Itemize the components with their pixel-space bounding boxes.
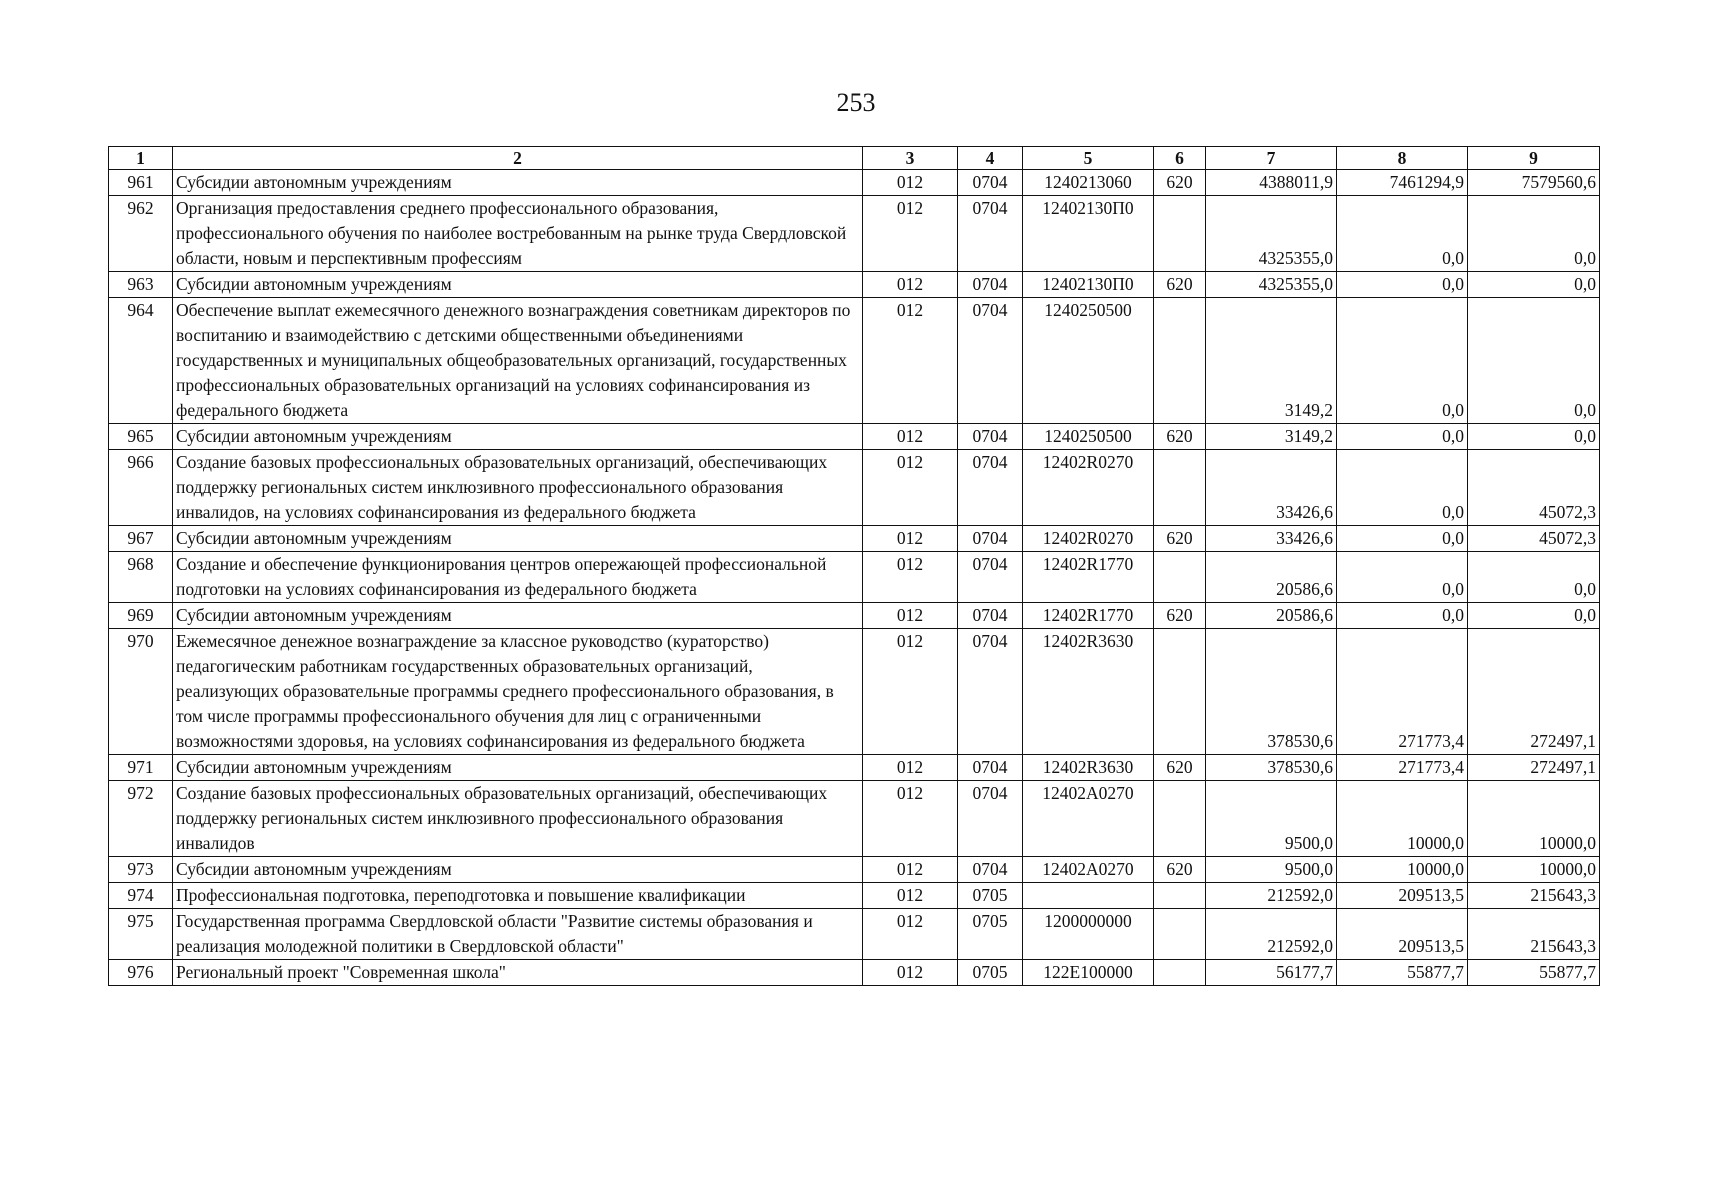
row-col-8: 7461294,9 <box>1337 170 1468 196</box>
row-col-7: 33426,6 <box>1206 450 1337 526</box>
row-col-6 <box>1154 781 1206 857</box>
row-col-4: 0705 <box>958 960 1023 986</box>
row-col-9: 0,0 <box>1468 603 1600 629</box>
row-col-6 <box>1154 196 1206 272</box>
row-col-9: 0,0 <box>1468 424 1600 450</box>
row-name: Государственная программа Свердловской области "Развитие системы образования и реализация молодежной политики в Свердловской области" <box>173 909 863 960</box>
row-col-3: 012 <box>863 170 958 196</box>
row-col-6 <box>1154 450 1206 526</box>
table-header <box>109 147 1600 170</box>
row-name: Профессиональная подготовка, переподготовка и повышение квалификации <box>173 883 863 909</box>
row-col-5: 1240250500 <box>1023 424 1154 450</box>
row-number: 972 <box>109 781 173 857</box>
row-col-7: 378530,6 <box>1206 629 1337 755</box>
table-row <box>109 424 1600 450</box>
row-number: 967 <box>109 526 173 552</box>
row-col-3: 012 <box>863 755 958 781</box>
header-col-6: 6 <box>1154 147 1206 170</box>
row-col-9: 215643,3 <box>1468 883 1600 909</box>
row-col-6: 620 <box>1154 272 1206 298</box>
row-col-9: 7579560,6 <box>1468 170 1600 196</box>
row-name: Ежемесячное денежное вознаграждение за классное руководство (кураторство) педагогическим работникам государственных образовательных организаций, реализующих образовательные программы среднего профессионального образования, в том числе программы профессионального обучения для лиц с ограниченными возможностями здоровья, на условиях софинансирования из федерального бюджета <box>173 629 863 755</box>
row-name: Создание и обеспечение функционирования центров опережающей профессиональной подготовки на условиях софинансирования из федерального бюджета <box>173 552 863 603</box>
row-name: Субсидии автономным учреждениям <box>173 424 863 450</box>
row-col-8: 271773,4 <box>1337 755 1468 781</box>
row-col-5: 12402R1770 <box>1023 603 1154 629</box>
row-col-5: 1240213060 <box>1023 170 1154 196</box>
header-col-1: 1 <box>109 147 173 170</box>
header-col-5: 5 <box>1023 147 1154 170</box>
row-col-9: 10000,0 <box>1468 781 1600 857</box>
row-col-5: 12402R1770 <box>1023 552 1154 603</box>
row-col-3: 012 <box>863 298 958 424</box>
row-col-9: 272497,1 <box>1468 629 1600 755</box>
row-col-8: 0,0 <box>1337 603 1468 629</box>
row-col-5: 122E100000 <box>1023 960 1154 986</box>
row-number: 964 <box>109 298 173 424</box>
row-col-9: 272497,1 <box>1468 755 1600 781</box>
row-col-8: 271773,4 <box>1337 629 1468 755</box>
row-col-7: 4388011,9 <box>1206 170 1337 196</box>
row-number: 969 <box>109 603 173 629</box>
row-col-4: 0704 <box>958 552 1023 603</box>
row-name: Субсидии автономным учреждениям <box>173 755 863 781</box>
row-name: Региональный проект "Современная школа" <box>173 960 863 986</box>
row-col-6: 620 <box>1154 424 1206 450</box>
header-col-3: 3 <box>863 147 958 170</box>
row-col-3: 012 <box>863 960 958 986</box>
table-row <box>109 781 1600 857</box>
row-col-4: 0704 <box>958 526 1023 552</box>
row-col-4: 0704 <box>958 424 1023 450</box>
row-col-5: 12402130П0 <box>1023 272 1154 298</box>
row-col-3: 012 <box>863 883 958 909</box>
row-col-5: 12402A0270 <box>1023 781 1154 857</box>
row-col-7: 3149,2 <box>1206 424 1337 450</box>
row-col-6 <box>1154 552 1206 603</box>
row-col-8: 0,0 <box>1337 424 1468 450</box>
row-col-7: 20586,6 <box>1206 552 1337 603</box>
row-col-4: 0705 <box>958 909 1023 960</box>
row-col-4: 0704 <box>958 196 1023 272</box>
row-col-7: 4325355,0 <box>1206 272 1337 298</box>
row-col-9: 10000,0 <box>1468 857 1600 883</box>
row-number: 965 <box>109 424 173 450</box>
row-col-4: 0704 <box>958 450 1023 526</box>
header-col-9: 9 <box>1468 147 1600 170</box>
table-row <box>109 857 1600 883</box>
row-col-7: 378530,6 <box>1206 755 1337 781</box>
row-col-6: 620 <box>1154 755 1206 781</box>
row-col-3: 012 <box>863 526 958 552</box>
row-col-6 <box>1154 298 1206 424</box>
row-col-3: 012 <box>863 629 958 755</box>
row-col-6: 620 <box>1154 526 1206 552</box>
row-col-8: 10000,0 <box>1337 781 1468 857</box>
row-name: Субсидии автономным учреждениям <box>173 170 863 196</box>
budget-table <box>108 146 1600 986</box>
row-col-5: 12402R3630 <box>1023 755 1154 781</box>
row-col-7: 3149,2 <box>1206 298 1337 424</box>
row-col-6 <box>1154 629 1206 755</box>
table-row <box>109 450 1600 526</box>
row-col-6: 620 <box>1154 857 1206 883</box>
row-col-8: 0,0 <box>1337 272 1468 298</box>
row-col-8: 10000,0 <box>1337 857 1468 883</box>
row-col-4: 0705 <box>958 883 1023 909</box>
row-col-5: 12402R0270 <box>1023 450 1154 526</box>
row-col-8: 209513,5 <box>1337 883 1468 909</box>
row-name: Обеспечение выплат ежемесячного денежного вознаграждения советникам директоров по воспитанию и взаимодействию с детскими общественными объединениями государственных и муниципальных общеобразовательных организаций, государственных профессиональных образовательных организаций на условиях софинансирования из федерального бюджета <box>173 298 863 424</box>
row-name: Субсидии автономным учреждениям <box>173 857 863 883</box>
row-col-9: 0,0 <box>1468 298 1600 424</box>
row-col-3: 012 <box>863 196 958 272</box>
table-row <box>109 960 1600 986</box>
row-col-3: 012 <box>863 552 958 603</box>
row-col-6 <box>1154 960 1206 986</box>
row-col-9: 215643,3 <box>1468 909 1600 960</box>
row-col-8: 0,0 <box>1337 298 1468 424</box>
page-number: 253 <box>836 88 876 117</box>
row-name: Организация предоставления среднего профессионального образования, профессионального обучения по наиболее востребованным на рынке труда Свердловской области, новым и перспективным профессиям <box>173 196 863 272</box>
row-col-3: 012 <box>863 857 958 883</box>
row-col-9: 45072,3 <box>1468 526 1600 552</box>
header-col-2: 2 <box>173 147 863 170</box>
table-row <box>109 170 1600 196</box>
row-col-7: 212592,0 <box>1206 883 1337 909</box>
row-col-4: 0704 <box>958 755 1023 781</box>
row-number: 970 <box>109 629 173 755</box>
row-col-7: 56177,7 <box>1206 960 1337 986</box>
table-row <box>109 629 1600 755</box>
row-number: 973 <box>109 857 173 883</box>
row-col-3: 012 <box>863 781 958 857</box>
row-col-5: 12402130П0 <box>1023 196 1154 272</box>
row-col-6: 620 <box>1154 603 1206 629</box>
table-row <box>109 755 1600 781</box>
row-col-6 <box>1154 883 1206 909</box>
row-col-8: 209513,5 <box>1337 909 1468 960</box>
row-number: 971 <box>109 755 173 781</box>
row-col-4: 0704 <box>958 170 1023 196</box>
row-col-5: 1240250500 <box>1023 298 1154 424</box>
row-number: 976 <box>109 960 173 986</box>
row-col-5: 12402A0270 <box>1023 857 1154 883</box>
row-col-5 <box>1023 883 1154 909</box>
row-col-8: 55877,7 <box>1337 960 1468 986</box>
table-row <box>109 603 1600 629</box>
row-col-9: 55877,7 <box>1468 960 1600 986</box>
row-col-3: 012 <box>863 603 958 629</box>
row-col-5: 12402R3630 <box>1023 629 1154 755</box>
row-col-9: 0,0 <box>1468 272 1600 298</box>
table-row <box>109 196 1600 272</box>
row-name: Субсидии автономным учреждениям <box>173 526 863 552</box>
row-col-5: 1200000000 <box>1023 909 1154 960</box>
row-col-3: 012 <box>863 450 958 526</box>
header-col-8: 8 <box>1337 147 1468 170</box>
row-name: Субсидии автономным учреждениям <box>173 603 863 629</box>
table-row <box>109 298 1600 424</box>
table-row <box>109 883 1600 909</box>
row-col-8: 0,0 <box>1337 552 1468 603</box>
row-col-7: 33426,6 <box>1206 526 1337 552</box>
row-number: 968 <box>109 552 173 603</box>
row-col-4: 0704 <box>958 629 1023 755</box>
row-col-9: 0,0 <box>1468 196 1600 272</box>
row-col-8: 0,0 <box>1337 450 1468 526</box>
row-col-3: 012 <box>863 272 958 298</box>
row-col-3: 012 <box>863 424 958 450</box>
row-col-4: 0704 <box>958 298 1023 424</box>
row-col-7: 4325355,0 <box>1206 196 1337 272</box>
table-row <box>109 526 1600 552</box>
row-col-9: 0,0 <box>1468 552 1600 603</box>
row-number: 961 <box>109 170 173 196</box>
row-col-6: 620 <box>1154 170 1206 196</box>
row-name: Создание базовых профессиональных образовательных организаций, обеспечивающих поддержку региональных систем инклюзивного профессионального образования инвалидов <box>173 781 863 857</box>
table-row <box>109 272 1600 298</box>
row-col-8: 0,0 <box>1337 526 1468 552</box>
row-col-6 <box>1154 909 1206 960</box>
row-col-9: 45072,3 <box>1468 450 1600 526</box>
row-col-7: 20586,6 <box>1206 603 1337 629</box>
row-col-3: 012 <box>863 909 958 960</box>
table-row <box>109 552 1600 603</box>
row-col-5: 12402R0270 <box>1023 526 1154 552</box>
row-name: Создание базовых профессиональных образовательных организаций, обеспечивающих поддержку региональных систем инклюзивного профессионального образования инвалидов, на условиях софинансирования из федерального бюджета <box>173 450 863 526</box>
row-col-7: 212592,0 <box>1206 909 1337 960</box>
row-number: 975 <box>109 909 173 960</box>
table-row <box>109 909 1600 960</box>
row-col-4: 0704 <box>958 272 1023 298</box>
header-col-7: 7 <box>1206 147 1337 170</box>
header-col-4: 4 <box>958 147 1023 170</box>
row-number: 966 <box>109 450 173 526</box>
row-col-4: 0704 <box>958 603 1023 629</box>
row-number: 974 <box>109 883 173 909</box>
row-col-4: 0704 <box>958 857 1023 883</box>
row-col-8: 0,0 <box>1337 196 1468 272</box>
row-number: 962 <box>109 196 173 272</box>
row-name: Субсидии автономным учреждениям <box>173 272 863 298</box>
row-number: 963 <box>109 272 173 298</box>
row-col-7: 9500,0 <box>1206 857 1337 883</box>
row-col-4: 0704 <box>958 781 1023 857</box>
row-col-7: 9500,0 <box>1206 781 1337 857</box>
header-row <box>109 147 1600 170</box>
table-body <box>109 170 1600 986</box>
